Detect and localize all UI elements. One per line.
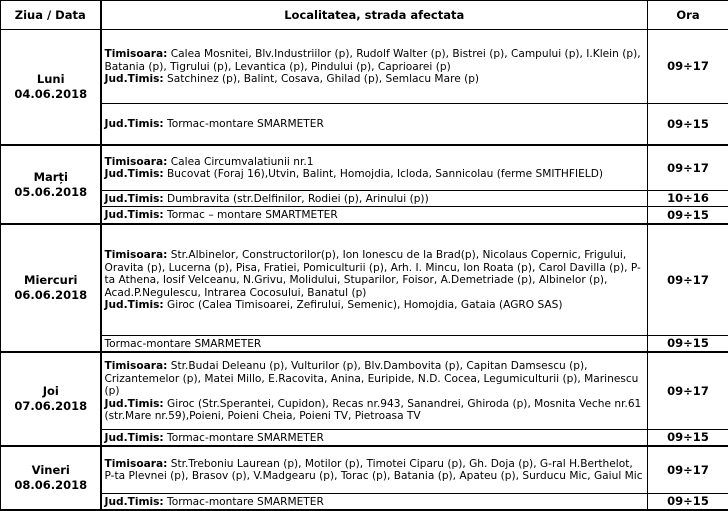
table-row — [1, 191, 728, 207]
affected-area-cell — [101, 352, 648, 430]
area-label: Jud.Timis: — [105, 118, 164, 130]
area-text: Satchinez (p), Balint, Cosava, Ghilad (p), Semlacu Mare (p) — [164, 73, 479, 85]
area-label: Jud.Timis: — [105, 193, 164, 205]
affected-area-cell — [101, 224, 648, 336]
table-row — [1, 494, 728, 510]
area-label: Timisoara: — [105, 360, 168, 372]
area-text: Calea Mosnitei, Blv.Industriilor (p), Rudolf Walter (p), Bistrei (p), Campului (p), I.Klein (p), Batania (p), Tigrului (p), Levantica (p), Pindului (p), Caprioarei (p) — [105, 48, 641, 73]
hour-cell: 09÷15 — [648, 336, 728, 352]
hour-cell: 09÷15 — [648, 494, 728, 510]
hour-cell: 09÷15 — [648, 207, 728, 224]
area-text: Tormac-montare SMARMETER — [164, 118, 324, 130]
hour-cell: 10÷16 — [648, 191, 728, 207]
column-header-day: Ziua / Data — [1, 1, 101, 30]
area-label: Timisoara: — [105, 458, 168, 470]
affected-area-cell — [101, 104, 648, 145]
table-row — [1, 336, 728, 352]
area-label: Jud.Timis: — [105, 496, 164, 508]
affected-area-cell — [101, 446, 648, 494]
hour-cell: 09÷17 — [648, 446, 728, 494]
area-text: Giroc (Str.Sperantei, Cupidon), Recas nr.943, Sanandrei, Ghiroda (p), Mosnita Veche nr.61 (str.Mare nr.59),Poieni, Poieni Cheia, Poieni TV, Pietroasa TV — [105, 398, 642, 423]
day-name: Miercuri — [4, 273, 98, 288]
table-row — [1, 104, 728, 145]
area-text: Tormac-montare SMARMETER — [164, 496, 324, 508]
area-label: Timisoara: — [105, 48, 168, 60]
hour-cell: 09÷15 — [648, 104, 728, 145]
day-date: 07.06.2018 — [4, 399, 98, 414]
hour-cell: 09÷17 — [648, 224, 728, 336]
hour-cell: 09÷17 — [648, 30, 728, 104]
area-text: Tormac-montare SMARMETER — [105, 338, 262, 350]
area-label: Jud.Timis: — [105, 168, 164, 180]
table-row — [1, 352, 728, 430]
affected-area-cell — [101, 145, 648, 191]
area-text: Giroc (Calea Timisoarei, Zefirului, Semenic), Homojdia, Gataia (AGRO SAS) — [164, 299, 563, 311]
area-label: Jud.Timis: — [105, 432, 164, 444]
area-text: Calea Circumvalatiunii nr.1 — [167, 156, 313, 168]
area-label: Timisoara: — [105, 249, 168, 261]
area-label: Jud.Timis: — [105, 398, 164, 410]
table-row — [1, 430, 728, 446]
area-text: Dumbravita (str.Delfinilor, Rodiei (p), Arinului (p)) — [164, 193, 429, 205]
area-text: Tormac-montare SMARMETER — [164, 432, 324, 444]
header-row — [1, 1, 728, 30]
hour-cell: 09÷15 — [648, 430, 728, 446]
hour-cell: 09÷17 — [648, 145, 728, 191]
affected-area-cell — [101, 30, 648, 104]
day-name: Luni — [4, 72, 98, 87]
day-name: Vineri — [4, 463, 98, 478]
area-label: Jud.Timis: — [105, 299, 164, 311]
affected-area-cell — [101, 336, 648, 352]
day-name: Joi — [4, 384, 98, 399]
area-label: Jud.Timis: — [105, 209, 164, 221]
day-cell — [1, 224, 101, 352]
column-header-location: Localitatea, strada afectata — [101, 1, 648, 30]
day-cell — [1, 30, 101, 145]
table-row — [1, 446, 728, 494]
day-date: 08.06.2018 — [4, 478, 98, 493]
day-date: 04.06.2018 — [4, 87, 98, 102]
day-date: 06.06.2018 — [4, 288, 98, 303]
affected-area-cell — [101, 207, 648, 224]
day-cell — [1, 352, 101, 446]
table-row — [1, 145, 728, 191]
area-text: Tormac – montare SMARTMETER — [164, 209, 338, 221]
area-label: Jud.Timis: — [105, 73, 164, 85]
hour-cell: 09÷17 — [648, 352, 728, 430]
area-text: Str.Treboniu Laurean (p), Motilor (p), Timotei Ciparu (p), Gh. Doja (p), G-ral H.Berthelot, P-ta Plevnei (p), Brasov (p), V.Madgearu (p), Torac (p), Batania (p), Apateu (p), Surducu Mic, Gaiul Mic — [105, 458, 643, 483]
day-cell — [1, 446, 101, 510]
area-label: Timisoara: — [105, 156, 168, 168]
affected-area-cell — [101, 191, 648, 207]
day-cell — [1, 145, 101, 224]
table-row — [1, 224, 728, 336]
affected-area-cell — [101, 494, 648, 510]
table-row — [1, 207, 728, 224]
day-name: Marți — [4, 170, 98, 185]
table-row — [1, 30, 728, 104]
affected-area-cell — [101, 430, 648, 446]
day-date: 05.06.2018 — [4, 185, 98, 200]
area-text: Bucovat (Foraj 16),Utvin, Balint, Homojdia, Icloda, Sannicolau (ferme SMITHFIELD) — [164, 168, 603, 180]
column-header-hour: Ora — [648, 1, 728, 30]
area-text: Str.Budai Deleanu (p), Vulturilor (p), Blv.Dambovita (p), Capitan Damsescu (p), Crizantemelor (p), Matei Millo, E.Racovita, Anina, Euripide, N.D. Cocea, Legumiculturii (p), Marinescu (p) — [105, 360, 639, 397]
area-text: Str.Albinelor, Constructorilor(p), Ion Ionescu de la Brad(p), Nicolaus Copernic, Frigului, Oravita (p), Lucerna (p), Pisa, Fratiei, Pomiculturii (p), Arh. I. Mincu, Ion Roata (p), Carol Davilla (p), P-ta Athena, Iosif Velceanu, N.Grivu, Molidului, Stuparilor, Foisor, A.Demetriade (p), Albinelor (p), Acad.P.Negulescu, Intrarea Cocosului, Banatul (p) — [105, 249, 641, 299]
